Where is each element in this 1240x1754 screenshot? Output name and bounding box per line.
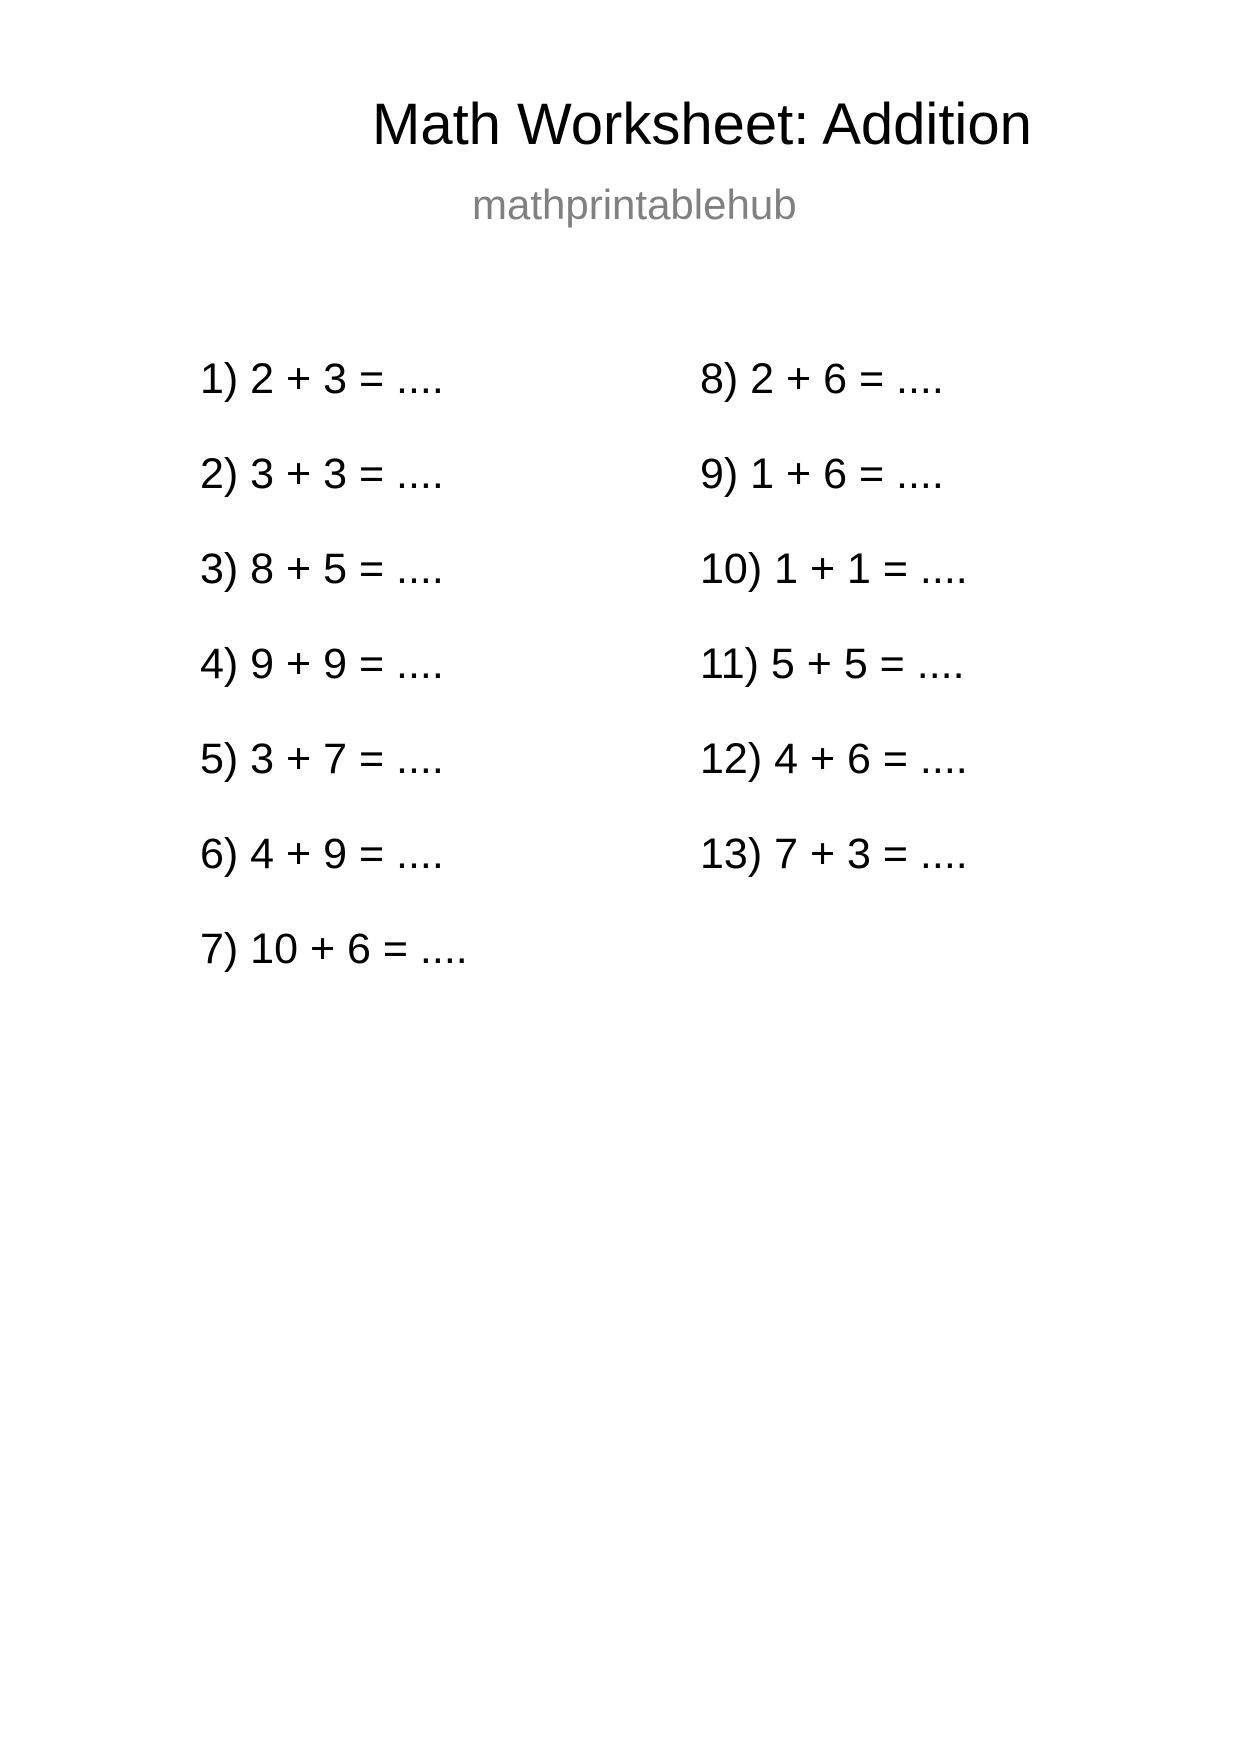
problem-item: 11) 5 + 5 = .... — [700, 640, 965, 688]
page-title: Math Worksheet: Addition — [372, 92, 1032, 157]
page-subtitle: mathprintablehub — [472, 181, 797, 228]
problem-item: 3) 8 + 5 = .... — [200, 545, 444, 593]
problem-item: 7) 10 + 6 = .... — [200, 925, 468, 973]
problem-item: 12) 4 + 6 = .... — [700, 735, 968, 783]
problem-item: 8) 2 + 6 = .... — [700, 355, 944, 403]
problem-item: 2) 3 + 3 = .... — [200, 450, 444, 498]
problem-item: 1) 2 + 3 = .... — [200, 355, 444, 403]
problem-item: 10) 1 + 1 = .... — [700, 545, 968, 593]
problem-item: 5) 3 + 7 = .... — [200, 735, 444, 783]
problem-item: 4) 9 + 9 = .... — [200, 640, 444, 688]
problem-item: 9) 1 + 6 = .... — [700, 450, 944, 498]
problem-item: 13) 7 + 3 = .... — [700, 830, 968, 878]
problem-item: 6) 4 + 9 = .... — [200, 830, 444, 878]
